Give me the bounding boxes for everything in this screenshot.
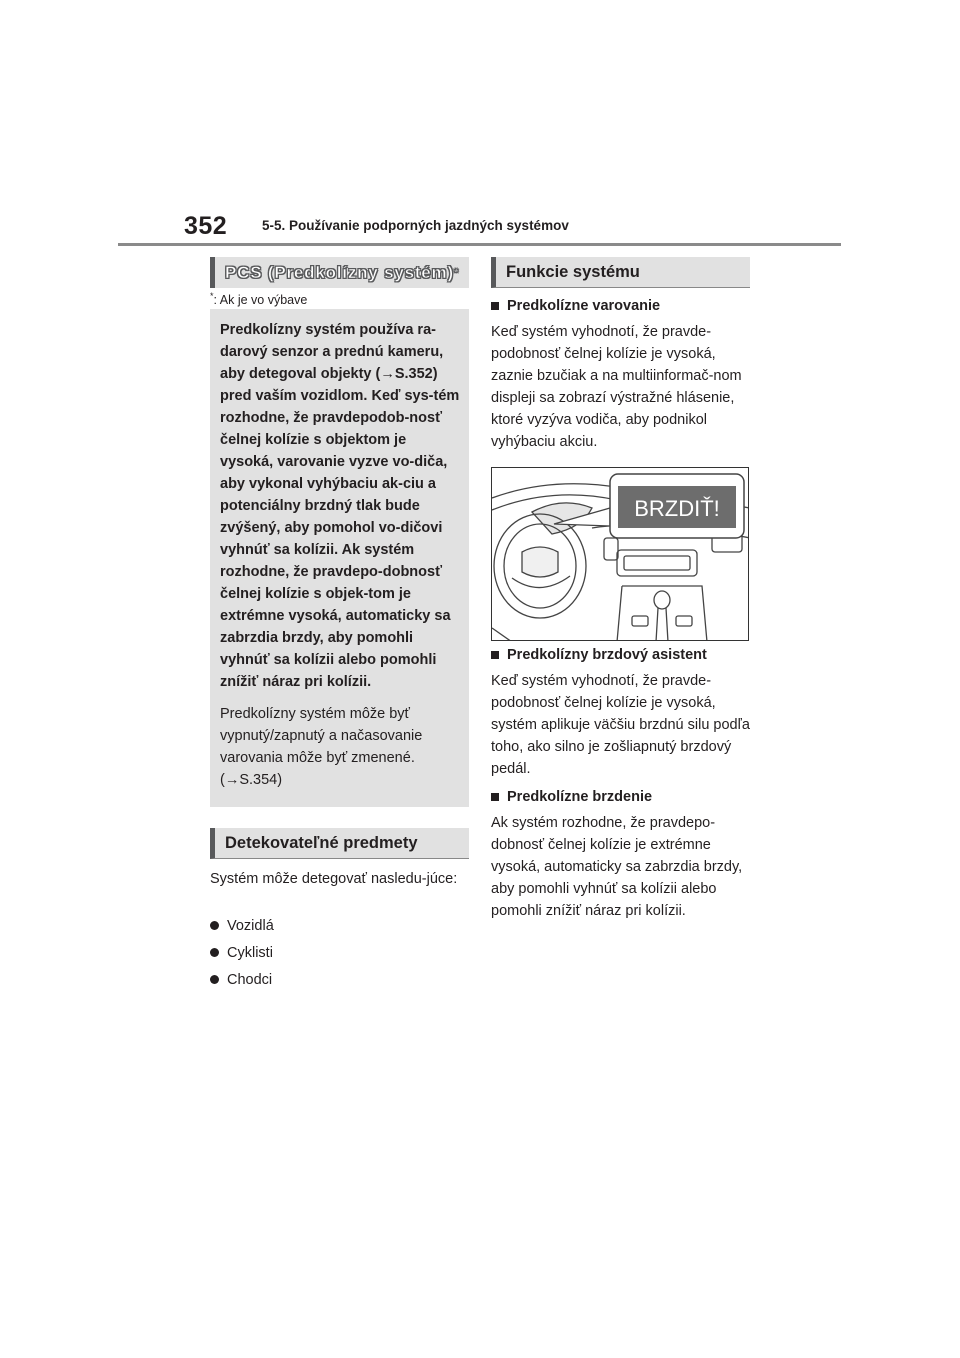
dashboard-illustration: [491, 467, 749, 641]
assist-text: Keď systém vyhodnotí, že pravde-podobnosť čelnej kolízie je vysoká, systém aplikuje väčšiu brzdnú silu podľa toho, ako silno je zošliapnutý brzdový pedál.: [491, 673, 750, 777]
footnote-mark: *: [210, 291, 214, 301]
list-item: [210, 912, 274, 939]
bullet-icon: [210, 975, 219, 984]
square-bullet-icon: [491, 793, 499, 801]
detectable-objects-title: Detekovateľné predmety: [210, 828, 469, 859]
page-number: 352: [184, 212, 228, 240]
square-bullet-icon: [491, 651, 499, 659]
footnote: [210, 291, 307, 307]
bullet-icon: [210, 921, 219, 930]
braking-text: Ak systém rozhodne, že pravdepo-dobnosť čelnej kolízie je extrémne vysoká, automaticky sa zabrzdia brzdy, aby pomohli vyhnúť sa kolízii alebo pomohli znížiť náraz pri kolízii.: [491, 815, 743, 919]
warning-text: Keď systém vyhodnotí, že pravde-podobnosť čelnej kolízie je vysoká, zaznie bzučiak a na multiinformač-nom displeji sa zobrazí výstražné hlásenie, ktoré vyzýva vodiča, aby podnikol vyhýbaciu akciu.: [491, 324, 742, 450]
list-item-label: Vozidlá: [227, 917, 274, 934]
list-item-label: Chodci: [227, 971, 273, 988]
braking-heading-text: Predkolízne brzdenie: [507, 789, 653, 805]
header-rule: [118, 243, 841, 246]
warning-heading: [491, 296, 660, 316]
footnote-text: : Ak je vo výbave: [213, 293, 308, 308]
pcs-summary-note: Predkolízny systém môže byť vypnutý/zapnutý a načasovanie varovania môže byť zmenené. (→S.354): [220, 706, 423, 788]
section-header: 5-5. Používanie podporných jazdných systémov: [262, 218, 569, 233]
pcs-title-mark: *: [453, 266, 460, 279]
pcs-summary-box: [210, 309, 469, 807]
warning-heading-text: Predkolízne varovanie: [507, 298, 661, 314]
dashboard-drawing: [492, 468, 749, 641]
list-item-label: Cyklisti: [227, 944, 273, 961]
pcs-title-text: PCS (Predkolízny systém): [225, 262, 454, 282]
list-item: [210, 939, 274, 966]
braking-heading: [491, 787, 652, 807]
detectable-intro: Systém môže detegovať nasledu-júce:: [210, 871, 458, 887]
detectable-list: [210, 912, 274, 993]
square-bullet-icon: [491, 302, 499, 310]
functions-title: Funkcie systému: [491, 257, 750, 288]
assist-heading: [491, 645, 707, 665]
brake-warning-label: BRZDIŤ!: [634, 496, 720, 521]
list-item: [210, 966, 274, 993]
assist-heading-text: Predkolízny brzdový asistent: [507, 647, 707, 663]
pcs-summary-bold: Predkolízny systém používa ra-darový senzor a prednú kameru, aby detegoval objekty (→S.352) pred vaším vozidlom. Keď sys-tém rozhodne, že pravdepodob-nosť čelnej kolízie s objektom je vysoká, varovanie vyzve vo-diča, aby vykonal vyhýbaciu ak-ciu a potenciálny brzdný tlak bude zvýšený, aby pomohol vo-dičovi vyhnúť sa kolízii. Ak systém rozhodne, že pravdepo-dobnosť čelnej kolízie s objek-tom je extrémne vysoká, automaticky sa zabrzdia brzdy, aby pomohli vyhnúť sa kolízii alebo pomohli znížiť náraz pri kolízii.: [220, 322, 460, 690]
bullet-icon: [210, 948, 219, 957]
pcs-title: [210, 257, 469, 288]
